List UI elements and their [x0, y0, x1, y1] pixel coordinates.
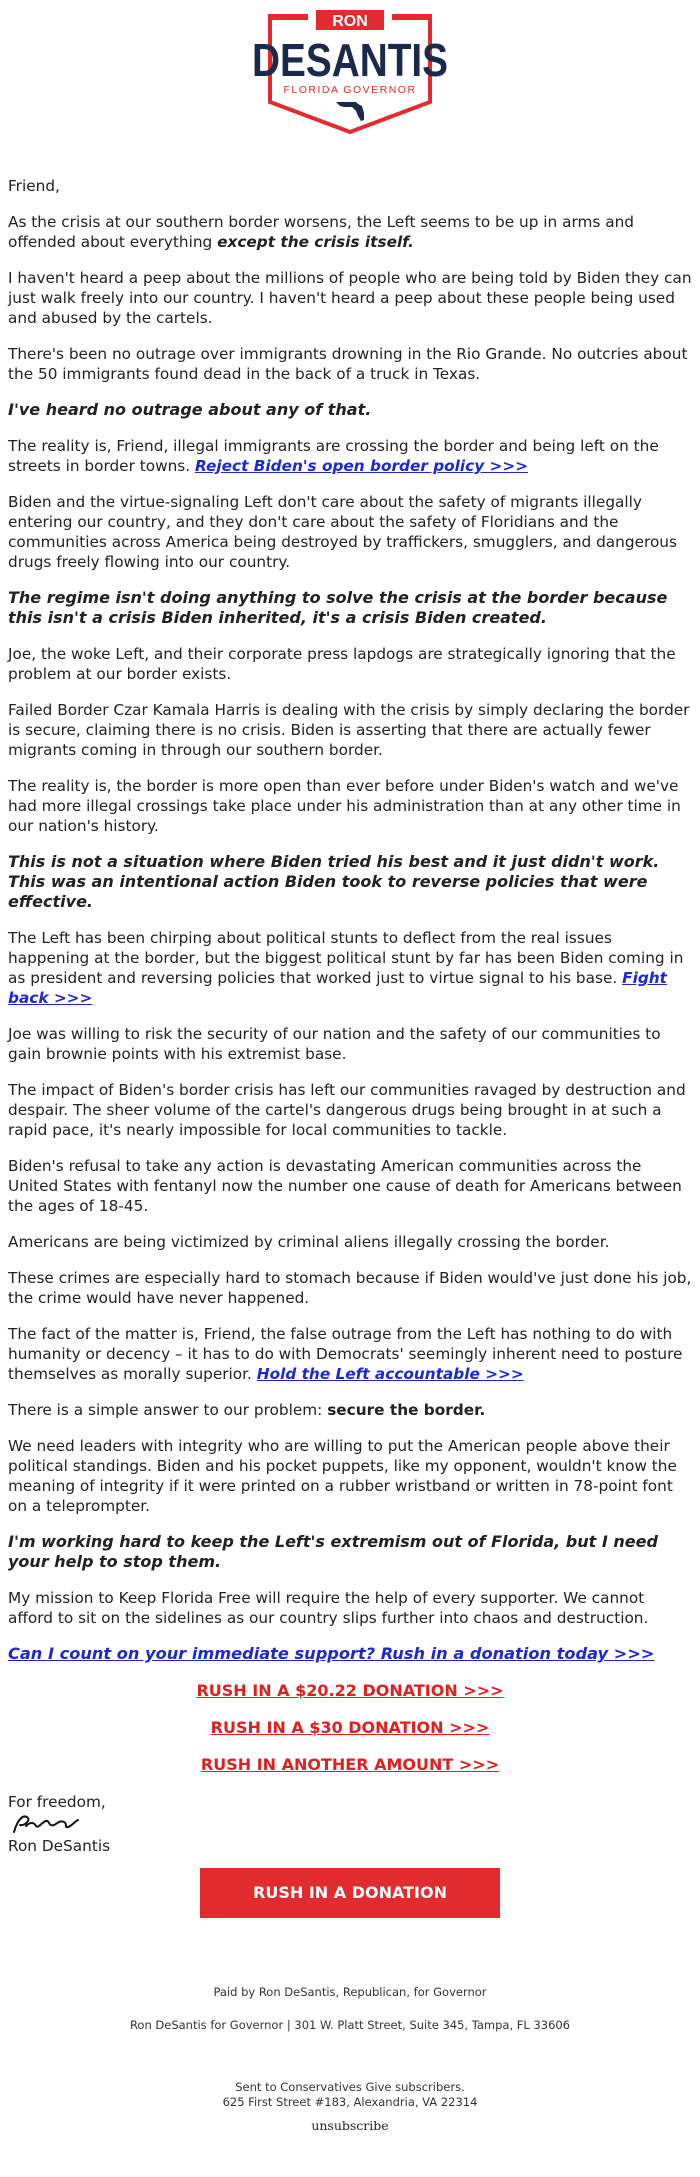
paragraph-1-text: As the crisis at our southern border worsens, the Left seems to be up in arms and offended about everything	[8, 213, 635, 251]
hold-left-accountable-link[interactable]: Hold the Left accountable >>>	[256, 1365, 524, 1383]
signature-stroke	[14, 1817, 78, 1832]
logo-bar-left	[268, 14, 308, 20]
paragraph-11: This is not a situation where Biden tried his best and it just didn't work. This was an intentional action Biden took to reverse policies that were effective.	[8, 852, 660, 911]
logo-bar-right	[392, 14, 432, 20]
donation-question-link[interactable]: Can I count on your immediate support? Rush in a donation today >>>	[8, 1644, 655, 1663]
donate-2022-link[interactable]: RUSH IN A $20.22 DONATION >>>	[196, 1681, 504, 1700]
paragraph-17: These crimes are especially hard to stomach because if Biden would've just done his job, the crime would have never happened.	[8, 1269, 692, 1307]
signoff	[8, 1792, 692, 1856]
reject-border-policy-link[interactable]: Reject Biden's open border policy >>>	[195, 457, 528, 475]
footer-sender-address: 625 First Street #183, Alexandria, VA 22314	[222, 2095, 478, 2109]
donate-30-link[interactable]: RUSH IN A $30 DONATION >>>	[210, 1718, 490, 1737]
footer-paid-by: Paid by Ron DeSantis, Republican, for Governor	[213, 1985, 487, 1999]
greeting: Friend,	[8, 177, 60, 195]
paragraph-10: The reality is, the border is more open than ever before under Biden's watch and we've had more illegal crossings take place under his administration than at any other time in our nation's history.	[8, 777, 681, 835]
paragraph-15: Biden's refusal to take any action is devastating American communities across the United States with fentanyl now the number one cause of death for Americans between the ages of 18-45.	[8, 1157, 682, 1215]
paragraph-20: We need leaders with integrity who are willing to put the American people above their political standings. Biden and his pocket puppets, like my opponent, wouldn't know the meaning of integrity if it were printed on a rubber wristband or written in 78-point font on a teleprompter.	[8, 1437, 677, 1515]
paragraph-19-text: There is a simple answer to our problem:	[8, 1401, 328, 1419]
logo-ron-text: RON	[332, 13, 368, 30]
paragraph-19-bold: secure the border.	[327, 1401, 486, 1419]
paragraph-16: Americans are being victimized by criminal aliens illegally crossing the border.	[8, 1233, 610, 1251]
fight-back-link[interactable]: Fight back >>>	[8, 969, 667, 1007]
paragraph-18-text: The fact of the matter is, Friend, the false outrage from the Left has nothing to do with humanity or decency – it has to do with Democrats' seemingly inherent need to posture themselves as morally superior.	[8, 1325, 683, 1383]
paragraph-3: There's been no outrage over immigrants drowning in the Rio Grande. No outcries about the 50 immigrants found dead in the back of a truck in Texas.	[8, 345, 688, 383]
paragraph-21: I'm working hard to keep the Left's extremism out of Florida, but I need your help to stop them.	[8, 1532, 658, 1571]
paragraph-12-text: The Left has been chirping about political stunts to deflect from the real issues happening at the border, but the biggest political stunt by far has been Biden coming in as president and reversing policies that worked just to virtue signal to his base.	[8, 929, 684, 987]
paragraph-22: My mission to Keep Florida Free will require the help of every supporter. We cannot afford to sit on the sidelines as our country slips further into chaos and destruction.	[8, 1589, 649, 1627]
paragraph-1-emphasis: except the crisis itself.	[217, 233, 414, 251]
email-body	[8, 176, 692, 1856]
footer-unsubscribe	[0, 2118, 700, 2133]
paragraph-8: Joe, the woke Left, and their corporate press lapdogs are strategically ignoring that the problem at our border exists.	[8, 645, 676, 683]
paragraph-18	[8, 1324, 692, 1384]
footer-sent-to	[0, 2080, 700, 2110]
signature-image	[10, 1812, 80, 1836]
closing: For freedom,	[8, 1793, 106, 1811]
paragraph-19	[8, 1400, 692, 1420]
paragraph-13: Joe was willing to risk the security of our nation and the safety of our communities to gain brownie points with his extremist base.	[8, 1025, 661, 1063]
paragraph-1	[8, 212, 692, 252]
paragraph-9: Failed Border Czar Kamala Harris is dealing with the crisis by simply declaring the border is secure, claiming there is no crisis. Biden is asserting that there are actually fewer migrants coming in through our southern border.	[8, 701, 690, 759]
paragraph-5	[8, 436, 692, 476]
paragraph-2: I haven't heard a peep about the millions of people who are being told by Biden they can just walk freely into our country. I haven't heard a peep about these people being used and abused by the cartels.	[8, 269, 692, 327]
email-header	[0, 0, 700, 170]
paragraph-5-text: The reality is, Friend, illegal immigrants are crossing the border and being left on the streets in border towns.	[8, 437, 659, 475]
footer-address: Ron DeSantis for Governor | 301 W. Platt Street, Suite 345, Tampa, FL 33606	[129, 2018, 571, 2032]
paragraph-7: The regime isn't doing anything to solve the crisis at the border because this isn't a crisis Biden inherited, it's a crisis Biden created.	[8, 588, 668, 627]
florida-state-icon	[336, 102, 364, 121]
logo-subtitle-text: FLORIDA GOVERNOR	[283, 84, 417, 96]
desantis-logo	[240, 10, 460, 135]
signer-name: Ron DeSantis	[8, 1837, 111, 1855]
paragraph-12	[8, 928, 692, 1008]
donate-other-amount-link[interactable]: RUSH IN ANOTHER AMOUNT >>>	[200, 1755, 500, 1774]
footer-sent-to-text: Sent to Conservatives Give subscribers.	[235, 2080, 465, 2094]
donate-button-wrap	[0, 1868, 700, 1918]
rush-donation-button[interactable]: RUSH IN A DONATION	[200, 1868, 500, 1918]
logo-desantis-text: DESANTIS	[252, 34, 448, 86]
paragraph-4: I've heard no outrage about any of that.	[8, 400, 372, 419]
unsubscribe-link[interactable]: unsubscribe	[311, 2118, 389, 2133]
paragraph-14: The impact of Biden's border crisis has left our communities ravaged by destruction and despair. The sheer volume of the cartel's dangerous drugs being brought in at such a rapid pace, it's nearly impossible for local communities to tackle.	[8, 1081, 686, 1139]
paragraph-6: Biden and the virtue-signaling Left don't care about the safety of migrants illegally entering our country, and they don't care about the safety of Floridians and the communities across America being destroyed by traffickers, smugglers, and dangerous drugs freely flowing into our country.	[8, 493, 677, 571]
